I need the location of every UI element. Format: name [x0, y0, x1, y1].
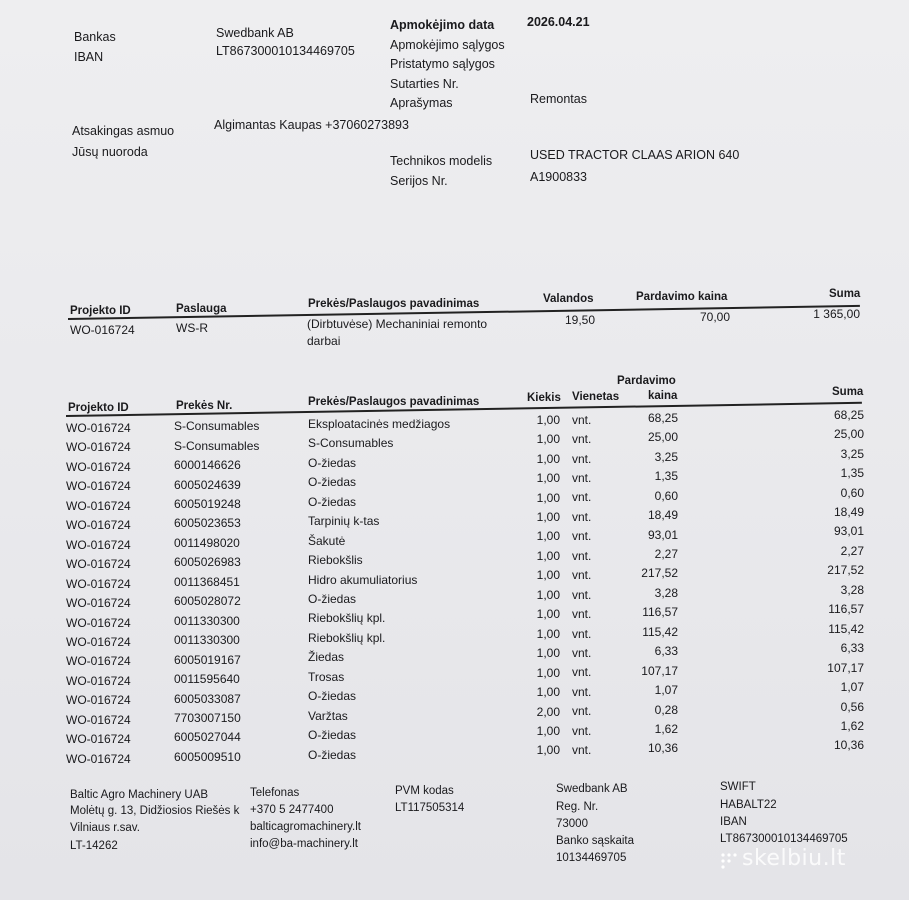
iban-label: IBAN	[74, 50, 104, 64]
cell-project: WO-016724	[66, 596, 131, 611]
cell-name: Riebokšlių kpl.	[308, 611, 386, 626]
services-row-service: WS-R	[176, 321, 208, 335]
bank-label: Bankas	[74, 30, 116, 44]
services-col-name: Prekės/Paslaugos pavadinimas	[308, 298, 480, 310]
cell-qty: 1,00	[536, 646, 560, 661]
cell-qty: 1,00	[536, 432, 560, 447]
cell-unit: vnt.	[572, 529, 592, 544]
cell-sum: 1,62	[840, 718, 864, 733]
footer-reg-label: Reg. Nr.	[556, 801, 599, 813]
services-row-price: 70,00	[699, 310, 730, 324]
cell-name: Riebokšlis	[308, 553, 363, 568]
cell-price: 18,49	[647, 508, 678, 523]
cell-qty: 1,00	[536, 587, 560, 602]
services-col-service: Paslauga	[176, 303, 227, 315]
cell-qty: 1,00	[536, 607, 560, 622]
cell-name: O-žiedas	[308, 728, 357, 743]
cell-name: O-žiedas	[308, 494, 357, 509]
footer-phone-label: Telefonas	[250, 787, 300, 799]
contract-label: Sutarties Nr.	[390, 77, 459, 91]
cell-name: Riebokšlių kpl.	[308, 630, 386, 645]
footer-postcode: LT-14262	[70, 840, 118, 852]
watermark-dots-icon	[720, 852, 738, 870]
cell-unit: vnt.	[572, 568, 592, 583]
cell-name: Varžtas	[308, 708, 348, 723]
description-label: Aprašymas	[390, 96, 453, 110]
services-col-project: Projekto ID	[70, 305, 131, 317]
cell-name: Hidro akumuliatorius	[308, 572, 418, 587]
footer-swift-label: SWIFT	[720, 781, 756, 793]
cell-price: 25,00	[647, 430, 678, 445]
footer-address1: Molėtų g. 13, Didžiosios Riešės k	[70, 805, 240, 817]
cell-sum: 25,00	[833, 427, 864, 442]
cell-code: 6005009510	[174, 749, 241, 764]
cell-code: 0011498020	[174, 535, 240, 550]
cell-sum: 18,49	[833, 505, 864, 519]
cell-qty: 1,00	[536, 471, 560, 486]
cell-name: Eksploatacinės medžiagos	[308, 416, 451, 431]
cell-qty: 1,00	[536, 685, 560, 700]
cell-unit: vnt.	[572, 665, 592, 680]
footer-bank-name: Swedbank AB	[556, 783, 628, 795]
footer-address2: Vilniaus r.sav.	[70, 822, 140, 834]
cell-sum: 116,57	[828, 602, 864, 617]
cell-project: WO-016724	[66, 440, 131, 455]
cell-name: S-Consumables	[308, 436, 394, 451]
cell-name: O-žiedas	[308, 689, 357, 704]
cell-code: 7703007150	[174, 710, 241, 725]
cell-unit: vnt.	[572, 587, 592, 602]
footer-iban-label: IBAN	[720, 816, 747, 828]
cell-unit: vnt.	[572, 509, 592, 524]
cell-code: 6005033087	[174, 691, 241, 706]
cell-code: 0011368451	[174, 574, 240, 589]
cell-unit: vnt.	[572, 451, 592, 466]
reference-label: Jūsų nuoroda	[72, 145, 148, 159]
cell-project: WO-016724	[66, 615, 131, 630]
cell-name: O-žiedas	[308, 592, 357, 607]
services-col-hours: Valandos	[543, 293, 594, 305]
items-col-name: Prekės/Paslaugos pavadinimas	[308, 396, 480, 408]
watermark: skelbiu.lt	[742, 846, 846, 871]
cell-price: 107,17	[641, 663, 678, 678]
cell-unit: vnt.	[572, 432, 592, 447]
cell-price: 68,25	[647, 410, 678, 425]
cell-unit: vnt.	[572, 646, 592, 660]
services-row-project: WO-016724	[70, 323, 135, 337]
cell-project: WO-016724	[66, 712, 131, 727]
cell-sum: 1,07	[840, 680, 864, 695]
cell-unit: vnt.	[572, 490, 592, 505]
cell-qty: 2,00	[536, 704, 560, 719]
cell-qty: 1,00	[536, 568, 560, 583]
services-row-hours: 19,50	[564, 313, 595, 327]
footer-vat-label: PVM kodas	[395, 785, 454, 797]
cell-code: 6005027044	[174, 730, 241, 745]
cell-code: 0011595640	[174, 672, 240, 687]
items-col-unit: Vienetas	[572, 391, 620, 403]
cell-sum: 217,52	[827, 563, 864, 578]
footer-reg-value: 73000	[556, 818, 588, 830]
cell-price: 1,35	[654, 469, 678, 484]
cell-price: 1,62	[654, 722, 678, 737]
cell-code: 0011330300	[174, 613, 240, 628]
footer-phone-value: +370 5 2477400	[250, 804, 334, 816]
cell-project: WO-016724	[66, 557, 131, 572]
cell-code: 0011330300	[174, 633, 240, 648]
cell-unit: vnt.	[572, 607, 592, 622]
cell-qty: 1,00	[536, 529, 560, 544]
cell-project: WO-016724	[66, 459, 131, 474]
cell-unit: vnt.	[572, 684, 592, 699]
cell-sum: 6,33	[840, 641, 864, 656]
cell-sum: 10,36	[833, 738, 864, 753]
cell-price: 1,07	[654, 683, 678, 698]
services-row-name-cont: darbai	[307, 334, 341, 348]
cell-price: 3,28	[654, 585, 678, 600]
cell-name: O-žiedas	[308, 747, 357, 762]
cell-price: 0,28	[654, 702, 678, 717]
serial-value: A1900833	[530, 170, 588, 184]
cell-unit: vnt.	[572, 743, 592, 758]
footer-account-value: 10134469705	[556, 852, 627, 864]
services-row-sum: 1 365,00	[813, 307, 860, 321]
cell-sum: 115,42	[828, 621, 864, 636]
cell-unit: vnt.	[572, 704, 592, 719]
cell-sum: 2,27	[840, 543, 864, 558]
services-col-sum: Suma	[829, 288, 861, 300]
model-value: USED TRACTOR CLAAS ARION 640	[530, 148, 740, 162]
items-col-price-1: Pardavimo	[617, 375, 676, 387]
cell-project: WO-016724	[66, 576, 131, 591]
cell-sum: 0,60	[840, 485, 864, 500]
cell-price: 115,42	[642, 624, 678, 639]
footer-swift-value: HABALT22	[720, 799, 777, 811]
cell-qty: 1,00	[536, 626, 560, 641]
cell-sum: 68,25	[833, 407, 864, 422]
cell-project: WO-016724	[66, 654, 131, 669]
items-col-qty: Kiekis	[527, 392, 561, 404]
cell-qty: 1,00	[536, 723, 560, 738]
cell-project: WO-016724	[66, 634, 131, 649]
cell-project: WO-016724	[66, 732, 131, 747]
cell-code: 6005023653	[174, 516, 241, 531]
cell-qty: 1,00	[536, 743, 560, 758]
footer-website-link[interactable]: balticagromachinery.lt	[250, 821, 362, 833]
cell-unit: vnt.	[572, 412, 592, 427]
delivery-terms-label: Pristatymo sąlygos	[390, 57, 495, 71]
cell-name: Žiedas	[308, 650, 345, 665]
items-col-sum: Suma	[832, 386, 864, 398]
cell-name: Tarpinių k-tas	[308, 514, 380, 529]
serial-label: Serijos Nr.	[390, 174, 448, 188]
cell-unit: vnt.	[572, 723, 592, 738]
footer-vat-value: LT117505314	[395, 802, 465, 814]
cell-code: 6000146626	[174, 458, 241, 473]
cell-project: WO-016724	[66, 421, 131, 435]
cell-price: 116,57	[642, 605, 678, 620]
cell-price: 0,60	[654, 488, 678, 503]
payment-terms-label: Apmokėjimo sąlygos	[390, 38, 505, 52]
items-col-project: Projekto ID	[68, 402, 129, 414]
footer-account-label: Banko sąskaita	[556, 835, 634, 847]
cell-code: 6005019167	[174, 652, 241, 667]
cell-price: 6,33	[654, 644, 678, 659]
footer-iban-value: LT867300010134469705	[720, 833, 848, 845]
footer-company: Baltic Agro Machinery UAB	[70, 789, 209, 801]
cell-sum: 107,17	[827, 660, 864, 675]
cell-name: O-žiedas	[308, 455, 357, 470]
model-label: Technikos modelis	[390, 154, 493, 168]
cell-sum: 1,35	[840, 466, 864, 481]
cell-project: WO-016724	[66, 498, 131, 513]
cell-project: WO-016724	[66, 751, 131, 766]
iban-value: LT867300010134469705	[216, 44, 355, 58]
cell-price: 217,52	[641, 566, 678, 581]
cell-sum: 3,25	[840, 446, 864, 461]
responsible-label: Atsakingas asmuo	[72, 124, 175, 138]
cell-qty: 1,00	[536, 490, 560, 505]
cell-name: Šakutė	[308, 533, 346, 548]
cell-sum: 93,01	[833, 524, 864, 539]
cell-price: 10,36	[647, 741, 678, 756]
cell-price: 3,25	[654, 449, 678, 464]
cell-unit: vnt.	[572, 548, 592, 563]
cell-code: 6005019248	[174, 497, 241, 511]
responsible-value: Algimantas Kaupas +37060273893	[214, 118, 409, 132]
cell-qty: 1,00	[536, 412, 560, 427]
items-col-price-2: kaina	[648, 390, 678, 402]
cell-code: S-Consumables	[174, 438, 260, 453]
services-row-name: (Dirbtuvėse) Mechaniniai remonto	[307, 317, 488, 331]
cell-price: 2,27	[654, 546, 678, 561]
cell-unit: vnt.	[572, 626, 592, 641]
items-col-code: Prekės Nr.	[176, 400, 233, 412]
cell-qty: 1,00	[536, 510, 560, 525]
cell-code: 6005028072	[174, 594, 241, 609]
cell-name: O-žiedas	[308, 475, 357, 490]
cell-qty: 1,00	[536, 451, 560, 466]
payment-date-value: 2026.04.21	[527, 15, 590, 29]
cell-project: WO-016724	[66, 479, 131, 494]
cell-name: Trosas	[308, 669, 345, 684]
cell-price: 93,01	[647, 527, 678, 542]
cell-unit: vnt.	[572, 470, 592, 485]
bank-value: Swedbank AB	[216, 26, 294, 40]
footer-email-link[interactable]: info@ba-machinery.lt	[250, 838, 358, 850]
cell-code: S-Consumables	[174, 419, 260, 434]
cell-code: 6005024639	[174, 477, 241, 492]
cell-project: WO-016724	[66, 673, 131, 688]
services-col-price: Pardavimo kaina	[636, 291, 728, 303]
payment-date-label: Apmokėjimo data	[390, 18, 495, 32]
cell-qty: 1,00	[536, 548, 560, 563]
cell-project: WO-016724	[66, 693, 131, 708]
description-value: Remontas	[530, 92, 587, 106]
cell-project: WO-016724	[66, 537, 131, 552]
cell-sum: 0,56	[840, 699, 864, 714]
cell-project: WO-016724	[66, 518, 131, 533]
cell-code: 6005026983	[174, 555, 241, 570]
cell-qty: 1,00	[536, 665, 560, 680]
cell-sum: 3,28	[840, 582, 864, 597]
